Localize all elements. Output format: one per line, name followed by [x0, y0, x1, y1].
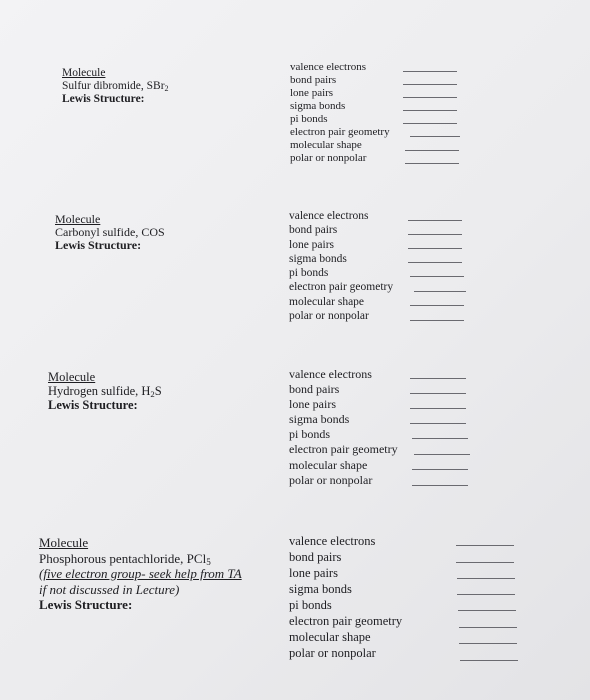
molecule-2-heading: Molecule [55, 212, 101, 226]
property-label: sigma bonds [289, 582, 352, 596]
answer-blank[interactable] [410, 276, 464, 277]
property-label: polar or nonpolar [289, 310, 369, 323]
molecule-1-info [62, 67, 169, 106]
molecule-2-properties [289, 209, 393, 323]
answer-blank[interactable] [412, 485, 468, 486]
molecule-1-heading: Molecule [62, 67, 106, 79]
property-label: pi bonds [289, 267, 329, 280]
property-label: molecular shape [290, 139, 362, 151]
molecule-4-lewis-label: Lewis Structure: [39, 597, 133, 612]
property-label: lone pairs [289, 566, 338, 580]
property-label: bond pairs [290, 74, 337, 86]
property-label: polar or nonpolar [290, 152, 367, 164]
property-label: valence electrons [289, 367, 372, 381]
property-label: polar or nonpolar [289, 472, 373, 487]
molecule-2-info [55, 213, 165, 252]
answer-blank[interactable] [403, 84, 457, 85]
property-label: valence electrons [289, 210, 369, 222]
molecule-1-properties [290, 61, 390, 165]
answer-blank[interactable] [403, 110, 457, 111]
answer-blank[interactable] [412, 469, 468, 470]
answer-blank[interactable] [405, 150, 459, 151]
property-label: bond pairs [289, 382, 340, 397]
molecule-4-properties [289, 533, 402, 661]
answer-blank[interactable] [456, 545, 514, 546]
property-label: electron pair geometry [289, 442, 398, 457]
answer-blank[interactable] [414, 454, 470, 455]
answer-blank[interactable] [408, 220, 462, 221]
molecule-3-heading: Molecule [48, 370, 96, 384]
property-label: sigma bonds [289, 252, 347, 265]
property-label: lone pairs [289, 238, 335, 251]
answer-blank[interactable] [408, 248, 462, 249]
molecule-3-info [48, 370, 162, 412]
molecule-4-note: (five electron group- seek help from TA [39, 566, 242, 581]
molecule-4-note-2: if not discussed in Lecture) [39, 581, 180, 597]
molecule-3-lewis-label: Lewis Structure: [48, 398, 138, 412]
answer-blank[interactable] [410, 305, 464, 306]
answer-blank[interactable] [457, 594, 515, 595]
molecule-3-properties [289, 367, 398, 488]
answer-blank[interactable] [403, 123, 457, 124]
answer-blank[interactable] [414, 291, 466, 292]
property-label: pi bonds [289, 427, 331, 442]
answer-blank[interactable] [456, 562, 514, 563]
property-label: valence electrons [289, 534, 376, 548]
answer-blank[interactable] [410, 320, 464, 321]
answer-blank[interactable] [403, 71, 457, 72]
answer-blank[interactable] [459, 627, 517, 628]
molecule-2-name: Carbonyl sulfide, COS [55, 225, 165, 239]
property-label: pi bonds [289, 598, 332, 612]
answer-blank[interactable] [459, 643, 517, 644]
property-label: polar or nonpolar [289, 646, 376, 660]
property-label: molecular shape [289, 295, 365, 308]
property-label: electron pair geometry [290, 126, 390, 138]
molecule-1-name: Sulfur dibromide, SBr$_2$ [62, 80, 169, 93]
molecule-4-name: Phosphorous pentachloride, PCl$_5$ [39, 550, 211, 567]
answer-blank[interactable] [408, 234, 462, 235]
molecule-2-lewis-label: Lewis Structure: [55, 238, 142, 252]
property-label: molecular shape [289, 630, 371, 644]
answer-blank[interactable] [410, 393, 466, 394]
property-label: sigma bonds [290, 100, 346, 112]
property-label: bond pairs [289, 550, 342, 564]
property-label: lone pairs [290, 87, 334, 99]
answer-blank[interactable] [410, 136, 460, 137]
property-label: molecular shape [289, 457, 368, 472]
answer-blank[interactable] [412, 438, 468, 439]
answer-blank[interactable] [458, 610, 516, 611]
answer-blank[interactable] [410, 423, 466, 424]
answer-blank[interactable] [405, 163, 459, 164]
molecule-3-name: Hydrogen sulfide, $H_2S$ [48, 384, 162, 399]
property-label: electron pair geometry [289, 281, 394, 294]
property-label: valence electrons [290, 61, 367, 73]
answer-blank[interactable] [410, 378, 466, 379]
answer-blank[interactable] [460, 660, 518, 661]
molecule-4-info [39, 535, 242, 613]
property-label: electron pair geometry [289, 614, 403, 628]
property-label: lone pairs [289, 397, 336, 412]
molecule-4-heading: Molecule [39, 535, 89, 550]
answer-blank[interactable] [457, 578, 515, 579]
answer-blank[interactable] [408, 262, 462, 263]
property-label: bond pairs [289, 224, 338, 237]
property-label: pi bonds [290, 113, 328, 125]
molecule-1-lewis-label: Lewis Structure: [62, 93, 145, 105]
property-label: sigma bonds [289, 412, 350, 427]
answer-blank[interactable] [410, 408, 466, 409]
answer-blank[interactable] [403, 97, 457, 98]
